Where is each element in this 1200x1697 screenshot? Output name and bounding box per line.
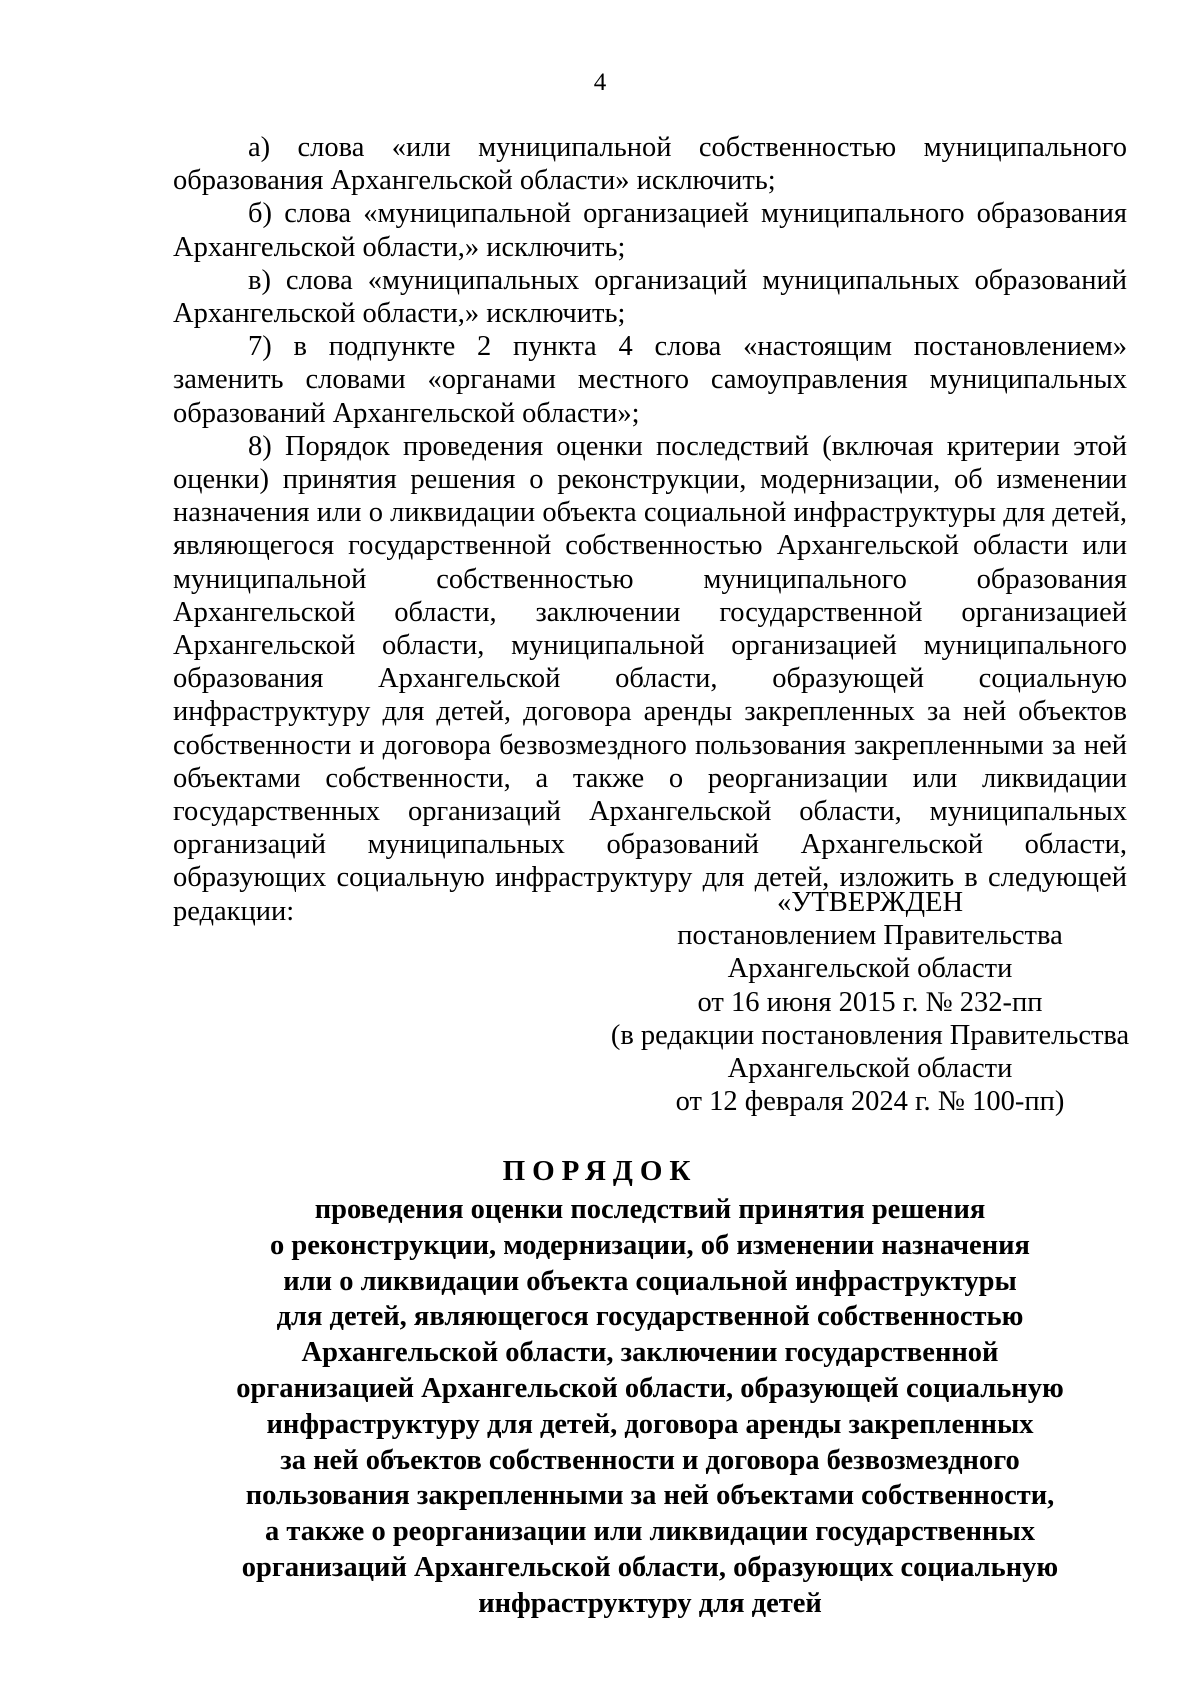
approval-line: Архангельской области <box>727 1053 1013 1085</box>
paragraph-8: 8) Порядок проведения оценки последствий (включая критерии этой оценки) принятия решения о реконструкции, модернизации, об изменении назначения или о ликвидации объекта социальной инфраструктуры для детей, являющегося государственной собственностью Архангельской области или муниципальной собственностью муниципального образования Архангельской области, заключении государственной организацией Архангельской области, муниципальной организацией муниципального образования Архангельской области, образующей социальную инфраструктуру для детей, договора аренды закрепленных за ней объектов собственности и договора безвозмездного пользования закрепленными за ней объектами собственности, а также о реорганизации или ликвидации государственных организаций Архангельской области, муниципальных организаций муниципальных образований Архангельской области, образующих социальную инфраструктуру для детей, изложить в следующей редакции: <box>173 430 1127 927</box>
subtitle-line: организацией Архангельской области, образующей социальную <box>236 1372 1064 1404</box>
document-subtitle <box>173 1192 1127 1622</box>
approval-line: Архангельской области <box>727 953 1013 985</box>
approval-line: от 16 июня 2015 г. № 232-пп <box>697 986 1043 1018</box>
approval-line: от 12 февраля 2024 г. № 100-пп) <box>675 1086 1065 1118</box>
subtitle-line: для детей, являющегося государственной собственностью <box>276 1301 1024 1333</box>
subtitle-line: за ней объектов собственности и договора безвозмездного <box>280 1444 1020 1476</box>
subtitle-line: инфраструктуру для детей <box>478 1587 822 1619</box>
paragraph-a: а) слова «или муниципальной собственностью муниципального образования Архангельской области» исключить; <box>173 132 1127 197</box>
subtitle-line: о реконструкции, модернизации, об изменении назначения <box>270 1229 1030 1261</box>
subtitle-line: инфраструктуру для детей, договора аренды закрепленных <box>266 1408 1034 1440</box>
subtitle-line: Архангельской области, заключении государственной <box>301 1337 999 1369</box>
page-number: 4 <box>593 69 607 96</box>
approval-line: «УТВЕРЖДЕН <box>776 887 964 918</box>
approval-line: (в редакции постановления Правительства <box>610 1019 1130 1051</box>
approval-stamp <box>540 886 1200 1118</box>
subtitle-line: или о ликвидации объекта социальной инфраструктуры <box>283 1265 1017 1297</box>
amendment-text <box>173 131 1127 928</box>
subtitle-line: проведения оценки последствий принятия решения <box>314 1194 986 1225</box>
subtitle-line: а также о реорганизации или ликвидации государственных <box>265 1516 1035 1548</box>
paragraph-7: 7) в подпункте 2 пункта 4 слова «настоящим постановлением» заменить словами «органами местного самоуправления муниципальных образований Архангельской области»; <box>173 331 1127 429</box>
paragraph-b: б) слова «муниципальной организацией муниципального образования Архангельской области,» исключить; <box>173 198 1127 263</box>
subtitle-line: пользования закрепленными за ней объектами собственности, <box>245 1480 1055 1512</box>
paragraph-v: в) слова «муниципальных организаций муниципальных образований Архангельской области,» исключить; <box>173 264 1127 330</box>
approval-line: постановлением Правительства <box>677 920 1063 952</box>
document-title: ПОРЯДОК <box>502 1155 698 1187</box>
subtitle-line: организаций Архангельской области, образующих социальную <box>241 1551 1059 1583</box>
